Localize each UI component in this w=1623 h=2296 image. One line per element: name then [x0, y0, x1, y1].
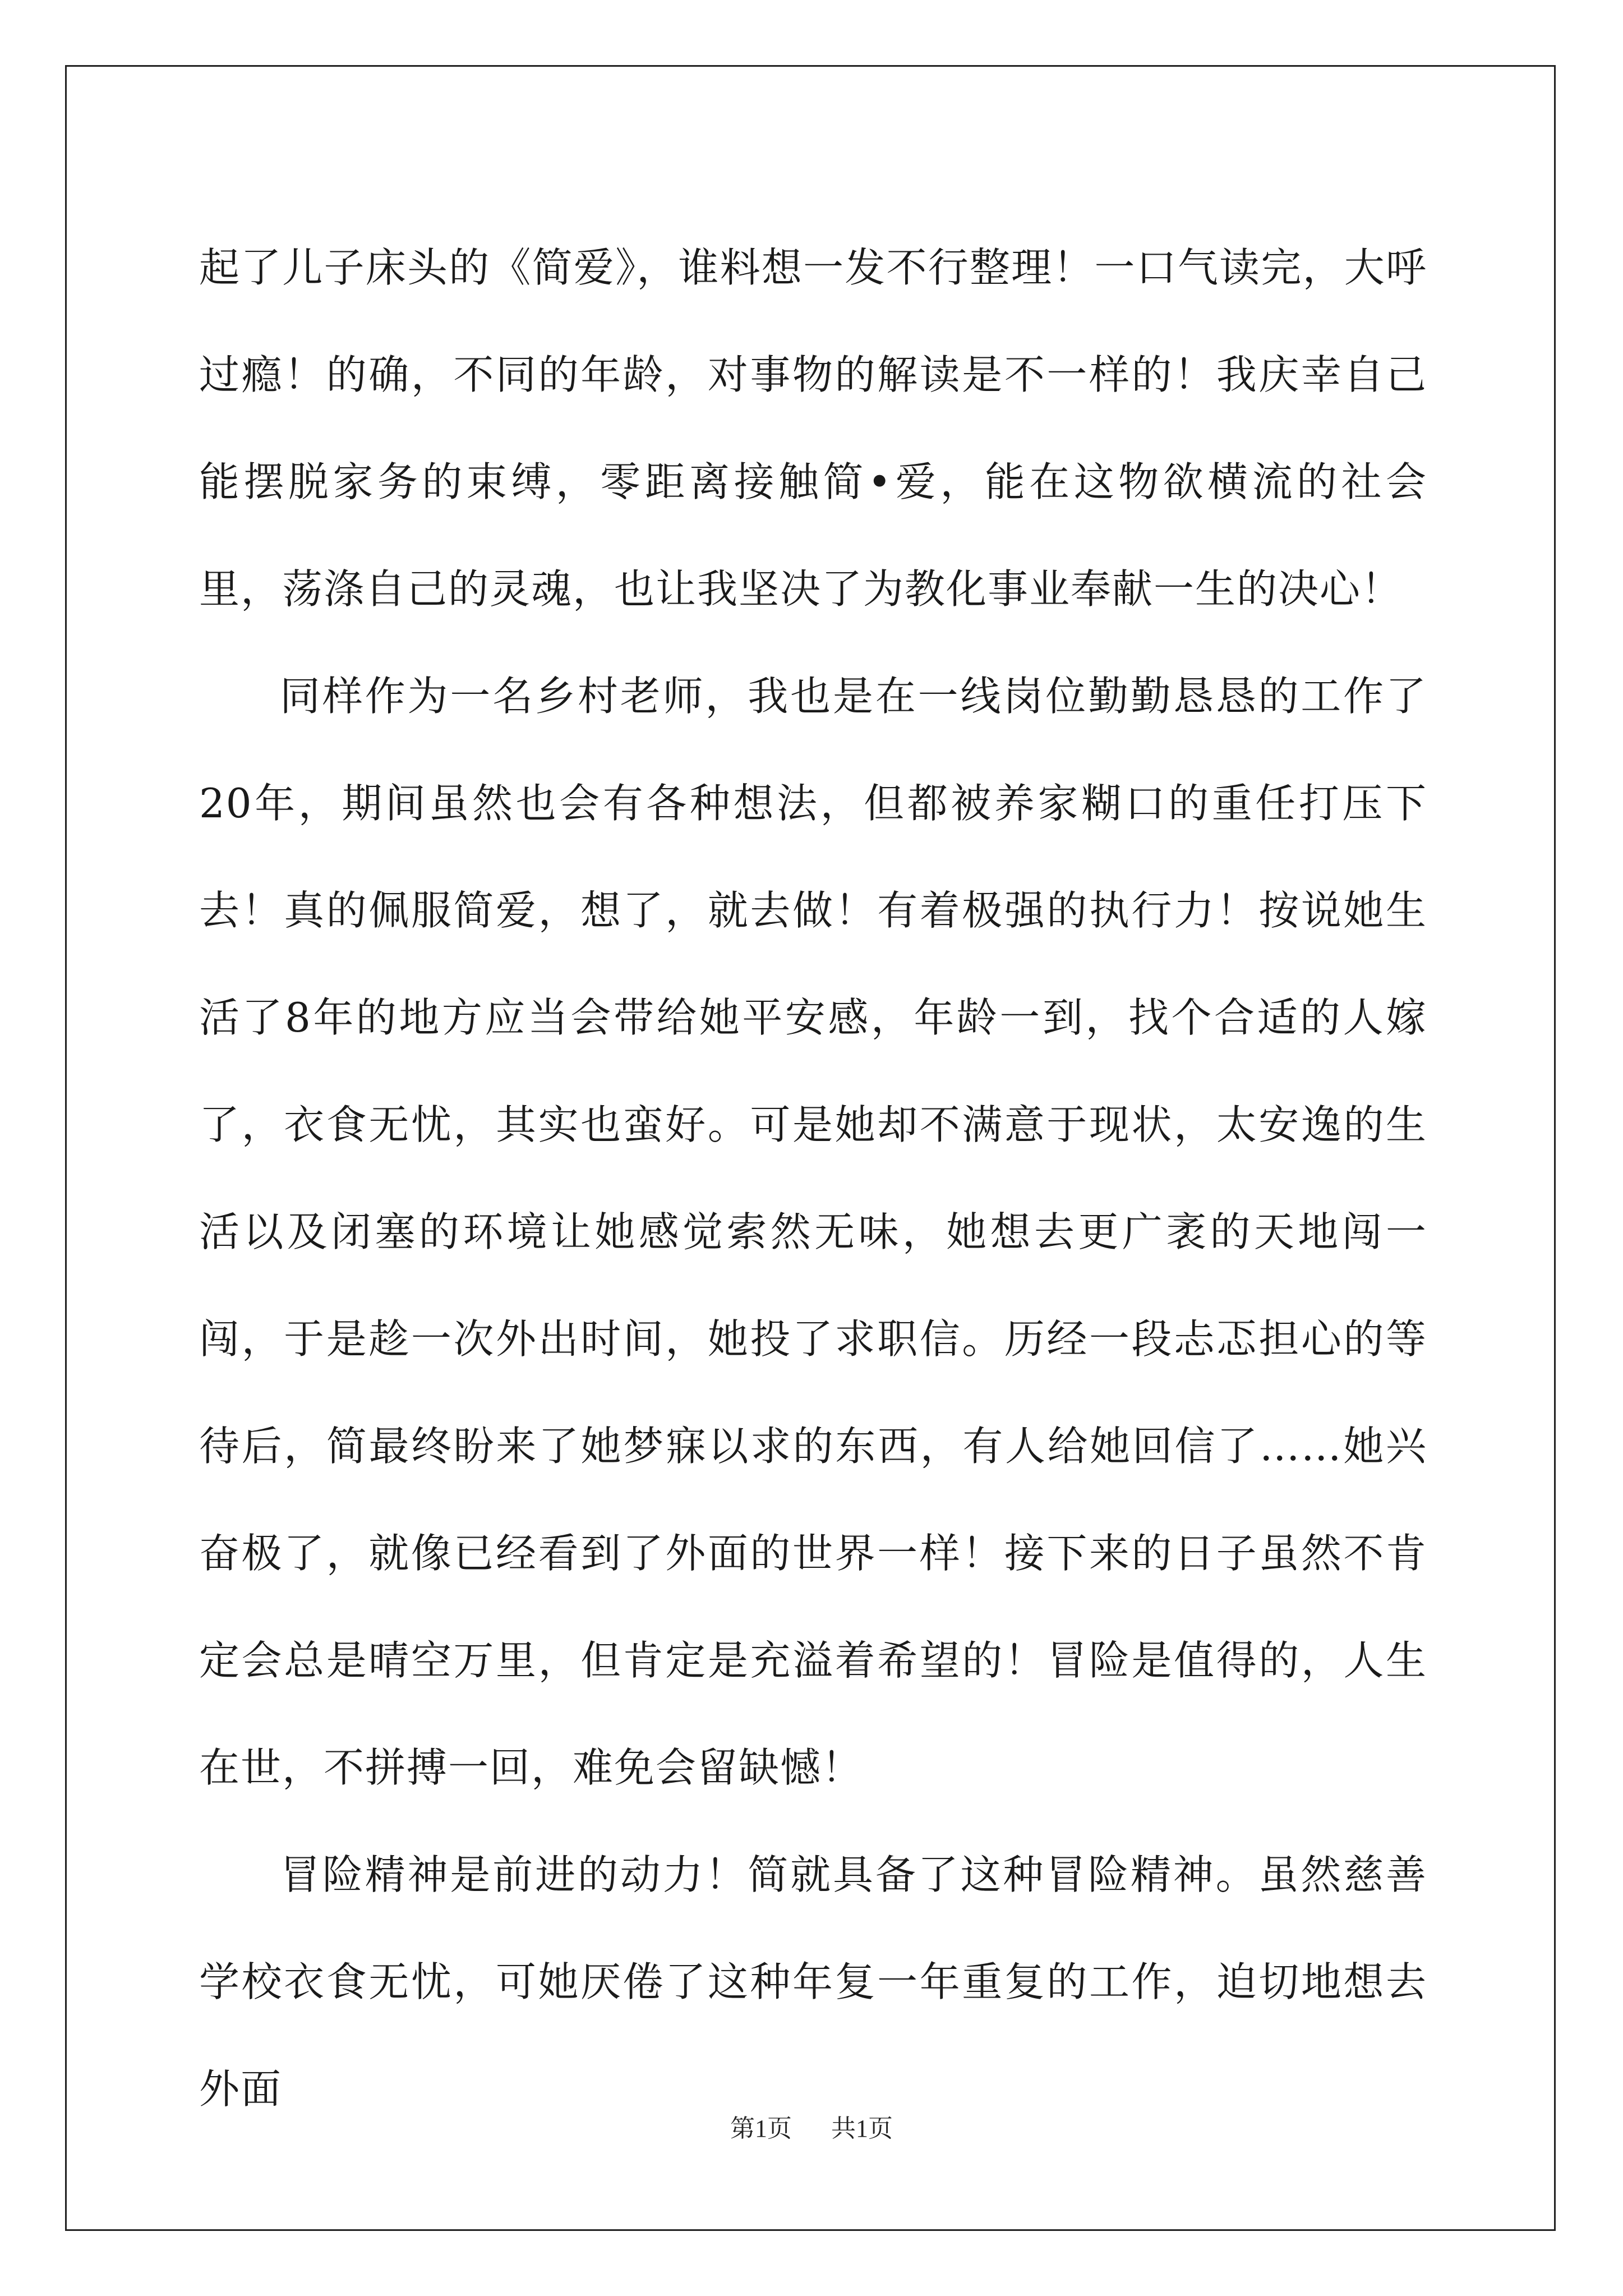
page-number-total: 共1页	[831, 2115, 893, 2142]
document-body	[199, 214, 1427, 2143]
paragraph-2: 同样作为一名乡村老师，我也是在一线岗位勤勤恳恳的工作了20年，期间虽然也会有各种想法，但都被养家糊口的重任打压下去！真的佩服简爱，想了，就去做！有着极强的执行力！按说她生活了8年的地方应当会带给她平安感，年龄一到，找个合适的人嫁了，衣食无忧，其实也蛮好。可是她却不满意于现状，太安逸的生活以及闭塞的环境让她感觉索然无味，她想去更广袤的天地闯一闯，于是趁一次外出时间，她投了求职信。历经一段忐忑担心的等待后，简最终盼来了她梦寐以求的东西，有人给她回信了……她兴奋极了，就像已经看到了外面的世界一样！接下来的日子虽然不肯定会总是晴空万里，但肯定是充溢着希望的！冒险是值得的，人生在世，不拼搏一回，难免会留缺憾！	[199, 673, 1427, 1791]
page-number-current: 第1页	[730, 2115, 792, 2142]
paragraph-1: 起了儿子床头的《简爱》，谁料想一发不行整理！一口气读完，大呼过瘾！的确，不同的年龄，对事物的解读是不一样的！我庆幸自己能摆脱家务的束缚，零距离接触简•爱，能在这物欲横流的社会里，荡涤自己的灵魂，也让我坚决了为教化事业奉献一生的决心！	[199, 244, 1427, 613]
page-footer	[0, 2108, 1623, 2144]
paragraph-3: 冒险精神是前进的动力！简就具备了这种冒险精神。虽然慈善学校衣食无忧，可她厌倦了这种年复一年重复的工作，迫切地想去外面	[199, 1851, 1427, 2113]
